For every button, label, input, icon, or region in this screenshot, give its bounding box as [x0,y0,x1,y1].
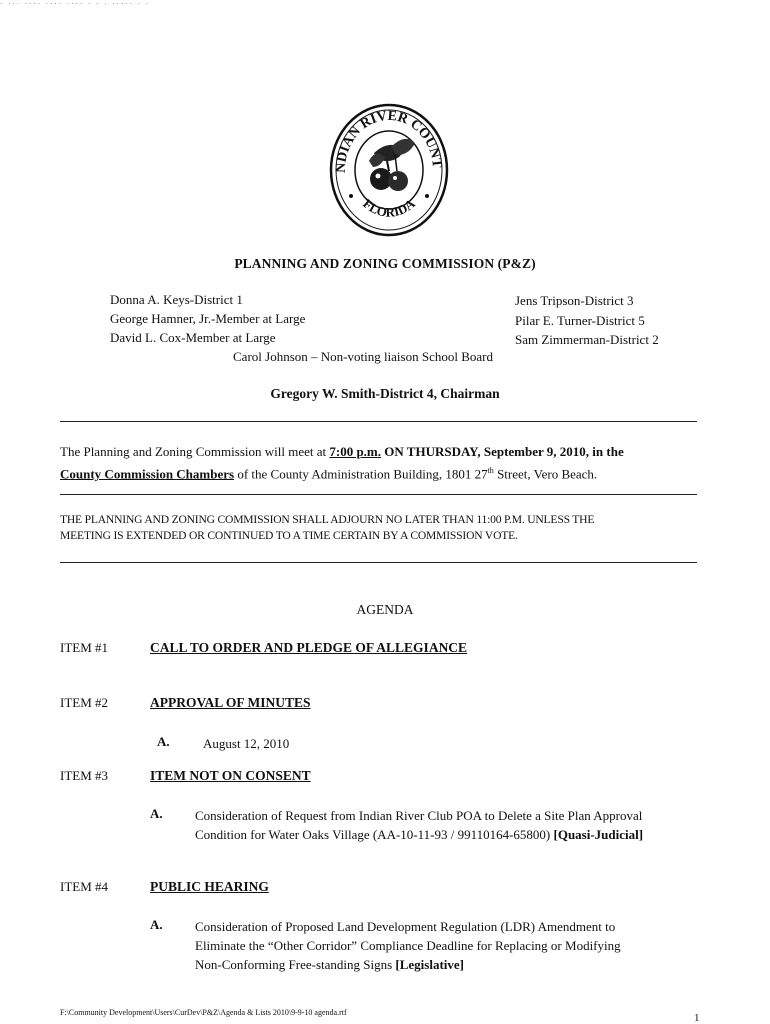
meeting-time: 7:00 p.m. [329,444,382,459]
item-number: ITEM #3 [60,768,109,783]
citrus-branch-icon [369,139,415,191]
member-left-3: David L. Cox-Member at Large [110,330,276,345]
divider [60,562,697,563]
member-left-1: Donna A. Keys-District 1 [110,292,243,307]
member-right-2: Pilar E. Turner-District 5 [515,313,645,328]
item-tag: [Quasi-Judicial] [553,827,644,842]
sub-item-letter: A. [150,917,163,932]
liaison-member: Carol Johnson – Non-voting liaison School Board [233,349,493,364]
page-number: 1 [694,1012,700,1024]
county-seal [329,103,449,237]
item-title: PUBLIC HEARING [150,879,269,894]
sub-item-text: Consideration of Request from Indian River Club POA to Delete a Site Plan Approval Condition for Water Oaks Village (AA-10-11-93 / 99110164-65800) [Quasi-Judicial] [195,808,644,842]
agenda-heading: AGENDA [356,602,414,617]
adjourn-notice: THE PLANNING AND ZONING COMMISSION SHALL ADJOURN NO LATER THAN 11:00 P.M. UNLESS THE MEETING IS EXTENDED OR CONTINUED TO A TIME CERTAIN BY A COMMISSION VOTE. [60,513,595,542]
seal-text-top: NDIAN RIVER COUNT [333,108,445,174]
item-tag: [Legislative] [395,957,464,972]
item-title: CALL TO ORDER AND PLEDGE OF ALLEGIANCE [150,640,468,655]
item-title: ITEM NOT ON CONSENT [150,768,311,783]
commission-title: PLANNING AND ZONING COMMISSION (P&Z) [234,256,536,271]
divider [60,494,697,495]
county-seal-graphic [329,103,449,237]
item-number: ITEM #2 [60,695,109,710]
svg-text:FLORIDA [360,195,418,219]
item-number: ITEM #4 [60,879,109,894]
sub-item-text: August 12, 2010 [203,736,290,751]
divider [60,421,697,422]
meeting-location: County Commission Chambers [60,466,235,482]
sub-item-letter: A. [157,734,170,749]
member-left-2: George Hamner, Jr.-Member at Large [110,311,306,326]
sub-item-letter: A. [150,806,163,821]
member-right-3: Sam Zimmerman-District 2 [515,332,659,347]
footer-file-path: F:\Community Development\Users\CurDev\P&Z\Agenda & Lists 2010\9-9-10 agenda.rtf [60,1008,347,1017]
item-title: APPROVAL OF MINUTES [150,695,311,710]
chairman: Gregory W. Smith-District 4, Chairman [270,386,500,401]
seal-text-bottom: FLORIDA [360,195,418,220]
sub-item-text: Consideration of Proposed Land Development Regulation (LDR) Amendment to Eliminate the “Other Corridor” Compliance Deadline for Replacing or Modifying Non-Conforming Free-standing Signs [Legislative] [195,919,621,972]
scan-marks: · ··· ···· ···· ···· · · · ····· · · [0,0,151,8]
member-right-1: Jens Tripson-District 3 [515,293,634,308]
meeting-notice: The Planning and Zoning Commission will meet at 7:00 p.m. ON THURSDAY, September 9, 2010, in the County Commission Chambers of the County Administration Building, 1801 27th Street, Vero Beach. [60,444,624,482]
item-number: ITEM #1 [60,640,109,655]
